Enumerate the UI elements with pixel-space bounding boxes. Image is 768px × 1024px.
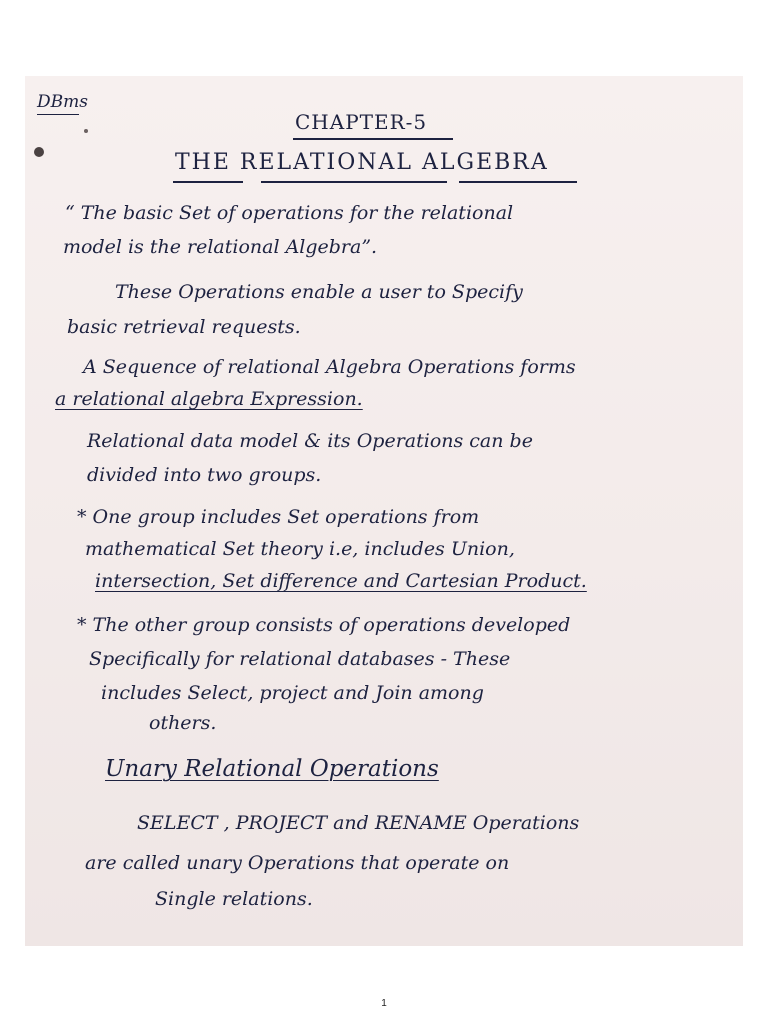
punch-hole-mark <box>34 147 44 157</box>
note-line: These Operations enable a user to Specify <box>115 281 523 303</box>
note-line: intersection, Set difference and Cartesian Product. <box>95 570 587 592</box>
note-line: “ The basic Set of operations for the relational <box>65 202 514 224</box>
page-number: 1 <box>381 998 387 1009</box>
note-line: Specifically for relational databases - These <box>89 648 511 670</box>
chapter-title <box>175 150 549 175</box>
note-line: SELECT , PROJECT and RENAME Operations <box>137 812 580 834</box>
note-line: basic retrieval requests. <box>67 316 301 338</box>
section-heading: Unary Relational Operations <box>105 756 439 782</box>
note-line: are called unary Operations that operate on <box>85 852 510 874</box>
subject-tag-underline <box>37 114 79 115</box>
note-line: divided into two groups. <box>87 464 322 486</box>
title-word: ALGEBRA <box>422 150 549 175</box>
title-word: THE <box>175 150 231 175</box>
title-underline <box>173 181 243 183</box>
note-line: model is the relational Algebra”. <box>63 236 378 258</box>
note-line: Relational data model & its Operations can be <box>87 430 533 452</box>
note-line: a relational algebra Expression. <box>55 388 363 410</box>
title-underline <box>459 181 577 183</box>
note-line: includes Select, project and Join among <box>101 682 484 704</box>
note-line: mathematical Set theory i.e, includes Union, <box>85 538 515 560</box>
note-line: others. <box>149 712 217 734</box>
note-line: Single relations. <box>155 888 313 910</box>
note-line: A Sequence of relational Algebra Operations forms <box>83 356 576 378</box>
note-line: * One group includes Set operations from <box>77 506 480 528</box>
title-word: RELATIONAL <box>239 150 413 175</box>
chapter-heading: CHAPTER-5 <box>295 110 428 134</box>
notebook-page <box>25 76 743 946</box>
ink-dot-mark <box>84 129 88 133</box>
chapter-underline <box>293 138 453 140</box>
title-underline <box>261 181 447 183</box>
note-line: * The other group consists of operations developed <box>77 614 571 636</box>
subject-tag: DBms <box>37 92 88 112</box>
